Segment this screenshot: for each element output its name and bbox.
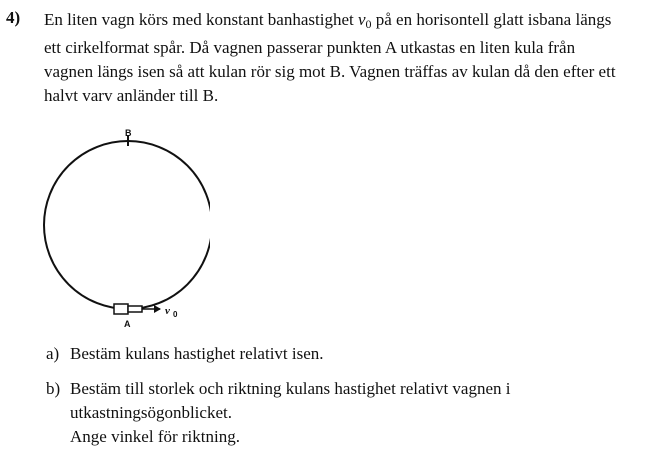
subquestion-a [46,342,324,366]
velocity-symbol: v [357,10,366,29]
subquestion-a-text: Bestäm kulans hastighet relativt isen. [70,344,324,363]
cart [114,304,128,314]
statement-line-1 [44,8,644,36]
figure-velocity-subscript: 0 [173,310,178,319]
subquestion-b-line-2: utkastningsögonblicket. [70,403,232,422]
statement-line-3: vagnen längs isen så att kulan rör sig mot B. Vagnen träffas av kulan då den efter ett [44,62,616,81]
statement-text: En liten vagn körs med konstant banhastighet [44,10,358,29]
velocity-arrow-icon [154,305,161,313]
statement-line-2: ett cirkelformat spår. Då vagnen passerar punkten A utkastas en liten kula från [44,38,576,57]
figure-svg [30,120,210,335]
point-b-label: B [125,128,132,138]
velocity-subscript: 0 [365,17,372,31]
problem-number: 4) [6,8,21,27]
figure-velocity-symbol: v [165,305,170,317]
statement-text: på en horisontell glatt isbana längs [371,10,612,29]
problem-statement [44,8,644,108]
circle-track-figure [30,120,210,335]
subquestion-b-letter: b) [46,379,61,398]
circular-track [44,141,210,309]
cart-ball [128,306,142,312]
subquestion-b-line-3: Ange vinkel för riktning. [70,427,240,446]
subquestion-b-line-1: Bestäm till storlek och riktning kulans hastighet relativt vagnen i [70,379,511,398]
point-a-label: A [124,319,131,329]
subquestion-a-letter: a) [46,344,60,363]
statement-line-4: halvt varv anländer till B. [44,86,219,105]
subquestion-b [46,377,511,449]
